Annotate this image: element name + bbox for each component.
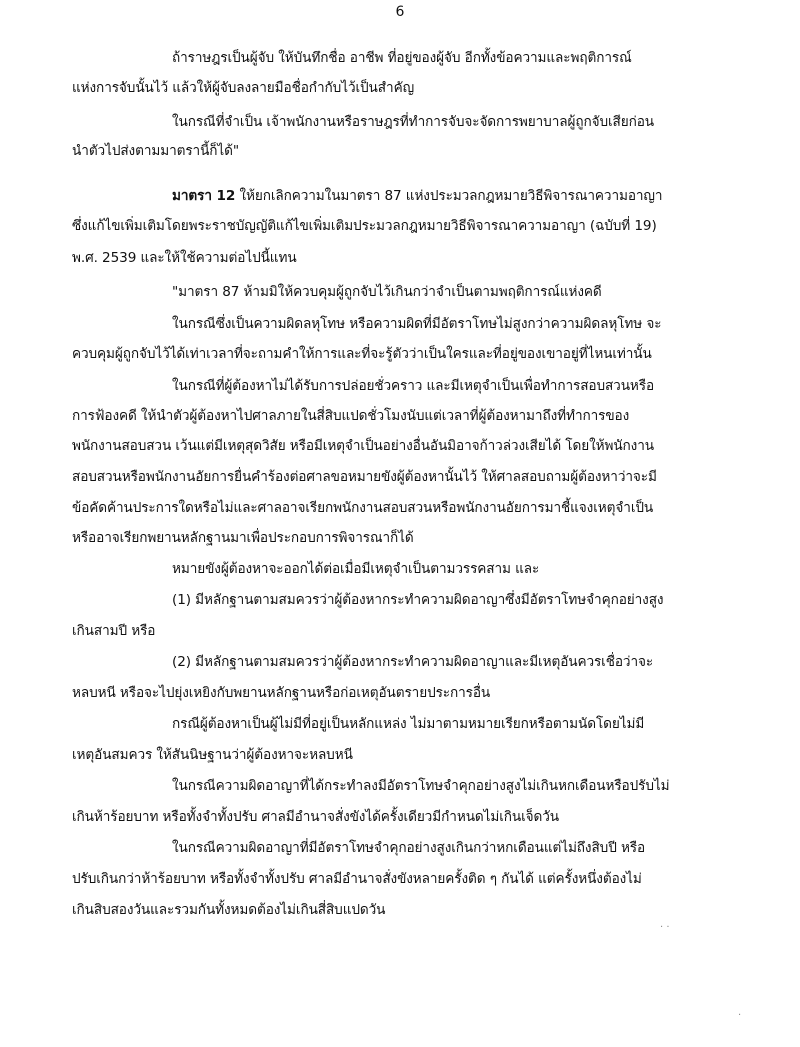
text-line: (2) มีหลักฐานตามสมควรว่าผู้ต้องหากระทำความผิดอาญาและมีเหตุอันควรเชื่อว่าจะ xyxy=(172,654,654,670)
text-line: ในกรณีที่ผู้ต้องหาไม่ได้รับการปล่อยชั่วคราว และมีเหตุจำเป็นเพื่อทำการสอบสวนหรือ xyxy=(172,378,655,394)
text-line: ในกรณีความผิดอาญาที่มีอัตราโทษจำคุกอย่างสูงเกินกว่าหกเดือนแต่ไม่ถึงสิบปี หรือ xyxy=(172,840,646,856)
text-line: พนักงานสอบสวน เว้นแต่มีเหตุสุดวิสัย หรือมีเหตุจำเป็นอย่างอื่นอันมิอาจก้าวล่วงเสียได้ โดยให้พนักงาน xyxy=(72,438,654,454)
text-line: เกินสามปี หรือ xyxy=(72,623,156,639)
text-line: หรืออาจเรียกพยานหลักฐานมาเพื่อประกอบการพิจารณาก็ได้ xyxy=(72,530,414,546)
text-line: ถ้าราษฎรเป็นผู้จับ ให้บันทึกชื่อ อาชีพ ที่อยู่ของผู้จับ อีกทั้งข้อความและพฤติการณ์ xyxy=(172,50,632,66)
text-line: กรณีผู้ต้องหาเป็นผู้ไม่มีที่อยู่เป็นหลักแหล่ง ไม่มาตามหมายเรียกหรือตามนัดโดยไม่มี xyxy=(172,716,645,732)
section-paragraph xyxy=(172,184,662,206)
scan-speck: · · xyxy=(660,922,670,933)
text-line: (1) มีหลักฐานตามสมควรว่าผู้ต้องหากระทำความผิดอาญาซึ่งมีอัตราโทษจำคุกอย่างสูง xyxy=(172,592,664,608)
text-line: "มาตรา 87 ห้ามมิให้ควบคุมผู้ถูกจับไว้เกินกว่าจำเป็นตามพฤติการณ์แห่งคดี xyxy=(172,284,602,300)
text-line: การฟ้องคดี ให้นำตัวผู้ต้องหาไปศาลภายในสี่สิบแปดชั่วโมงนับแต่เวลาที่ผู้ต้องหามาถึงที่ทำการของ xyxy=(72,408,630,424)
text-line: ในกรณีซึ่งเป็นความผิดลหุโทษ หรือความผิดที่มีอัตราโทษไม่สูงกว่าความผิดลหุโทษ จะ xyxy=(172,316,662,332)
text-line: เหตุอันสมควร ให้สันนิษฐานว่าผู้ต้องหาจะหลบหนี xyxy=(72,747,353,763)
text-line: ซึ่งแก้ไขเพิ่มเติมโดยพระราชบัญญัติแก้ไขเพิ่มเติมประมวลกฎหมายวิธีพิจารณาความอาญา (ฉบับที่ 19) xyxy=(72,218,657,234)
text-line: พ.ศ. 2539 และให้ใช้ความต่อไปนี้แทน xyxy=(72,250,297,266)
text-line: หลบหนี หรือจะไปยุ่งเหยิงกับพยานหลักฐานหรือก่อเหตุอันตรายประการอื่น xyxy=(72,685,491,701)
text-line: ปรับเกินกว่าห้าร้อยบาท หรือทั้งจำทั้งปรับ ศาลมีอำนาจสั่งขังหลายครั้งติด ๆ กันได้ แต่ครั้งหนึ่งต้องไม่ xyxy=(72,871,642,887)
text-line: เกินสิบสองวันและรวมกันทั้งหมดต้องไม่เกินสี่สิบแปดวัน xyxy=(72,902,386,918)
text-line: สอบสวนหรือพนักงานอัยการยื่นคำร้องต่อศาลขอหมายขังผู้ต้องหานั้นไว้ ให้ศาลสอบถามผู้ต้องหาว่าจะมี xyxy=(72,469,657,485)
text-line: เกินห้าร้อยบาท หรือทั้งจำทั้งปรับ ศาลมีอำนาจสั่งขังได้ครั้งเดียวมีกำหนดไม่เกินเจ็ดวัน xyxy=(72,809,559,825)
page-number: 6 xyxy=(395,4,405,20)
text-line: ในกรณีความผิดอาญาที่ได้กระทำลงมีอัตราโทษจำคุกอย่างสูงไม่เกินหกเดือนหรือปรับไม่ xyxy=(172,778,670,794)
text-line: นำตัวไปส่งตามมาตรานี้ก็ได้" xyxy=(72,143,240,159)
text-line: แห่งการจับนั้นไว้ แล้วให้ผู้จับลงลายมือชื่อกำกับไว้เป็นสำคัญ xyxy=(72,80,415,96)
text-line: ในกรณีที่จำเป็น เจ้าพนักงานหรือราษฎรที่ทำการจับจะจัดการพยาบาลผู้ถูกจับเสียก่อน xyxy=(172,114,654,130)
text-line: ข้อคัดค้านประการใดหรือไม่และศาลอาจเรียกพนักงานสอบสวนหรือพนักงานอัยการมาชี้แจงเหตุจำเป็น xyxy=(72,500,654,516)
scan-speck: · xyxy=(738,1010,742,1021)
text-line: ให้ยกเลิกความในมาตรา 87 แห่งประมวลกฎหมายวิธีพิจารณาความอาญา xyxy=(235,188,663,204)
section-heading: มาตรา 12 xyxy=(172,188,236,204)
text-line: หมายขังผู้ต้องหาจะออกได้ต่อเมื่อมีเหตุจำเป็นตามวรรคสาม และ xyxy=(172,561,540,577)
text-line: ควบคุมผู้ถูกจับไว้ได้เท่าเวลาที่จะถามคำให้การและที่จะรู้ตัวว่าเป็นใครและที่อยู่ของเขาอยู่ที่ไหนเท่านั้น xyxy=(72,346,652,362)
